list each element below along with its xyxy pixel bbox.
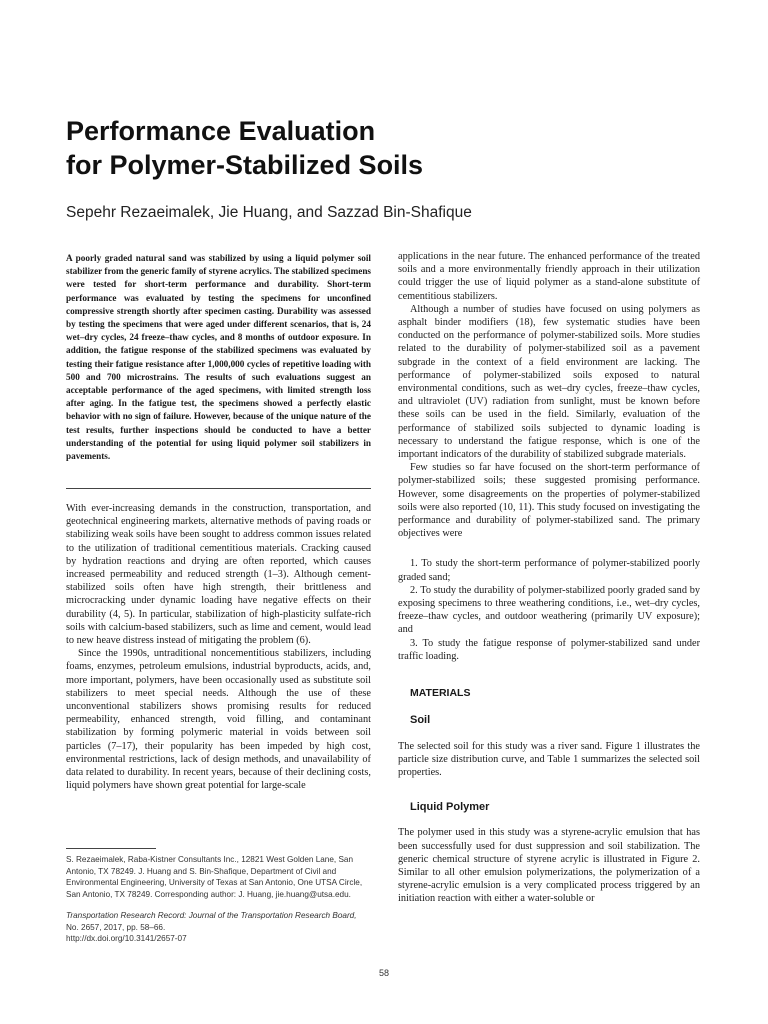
section-heading-materials: MATERIALS	[410, 687, 471, 700]
journal-issue: No. 2657, 2017, pp. 58–66.	[66, 922, 166, 932]
footnote-divider	[66, 848, 156, 849]
journal-name: Transportation Research Record: Journal of the Transportation Research Board,	[66, 911, 357, 920]
objectives-list	[398, 557, 700, 663]
right-paragraph-2: Although a number of studies have focused on using polymers as asphalt binder modifiers (18), few systematic studies have been conducted on the performance of polymer-stabilized soils. More studies related to the durability of polymer-stabilized soil as a pavement subgrade in the context of a field environment are lacking. The performance of polymer-stabilized soils exposed to natural environmental conditions, such as wet–dry cycles, freeze–thaw cycles, and ultraviolet (UV) radiation from sunlight, must be known before these soils can be used in the field. Similarly, evaluation of the performance of stabilized soils subjected to dynamic loading is necessary to understand the fatigue response, which is one of the important indicators of the durability of stabilized subgrade materials.	[398, 303, 700, 461]
journal-citation	[66, 910, 371, 945]
subsection-heading-liquid-polymer: Liquid Polymer	[410, 801, 490, 814]
intro-paragraph-2: Since the 1990s, untraditional noncementitious stabilizers, including foams, enzymes, petroleum emulsions, industrial byproducts, acids, and, more important, polymers, have been occasionally used as substitute soil stabilizers to meet special needs. Although the use of these unconventional stabilizers shows promising results for reduced permeability, enhanced strength, void filling, and contaminant stabilization by forming polymeric material in voids between soil particles (7–17), their popularity has been impeded by high cost, environmental restrictions, lack of design methods, and unavailability of data related to durability. In recent years, because of their declining costs, liquid polymers have shown great potential for large-scale	[66, 648, 371, 792]
objective-item: 3. To study the fatigue response of polymer-stabilized sand under traffic loading.	[398, 637, 700, 662]
soil-paragraph: The selected soil for this study was a river sand. Figure 1 illustrates the particle size distribution curve, and Table 1 summarizes the selected soil properties.	[398, 740, 700, 778]
abstract	[66, 252, 371, 463]
objective-item: 1. To study the short-term performance of polymer-stabilized poorly graded sand;	[398, 558, 700, 583]
author-list: Sepehr Rezaeimalek, Jie Huang, and Sazzad Bin-Shafique	[66, 204, 472, 221]
article-title	[66, 114, 706, 182]
journal-doi[interactable]: http://dx.doi.org/10.3141/2657-07	[66, 934, 187, 944]
right-paragraph-1: applications in the near future. The enhanced performance of the treated soils and a more environmentally friendly approach in their utilization could trigger the use of liquid polymer as a stand-alone substitute of cementitious stabilizers.	[398, 251, 700, 302]
page-number: 58	[378, 968, 389, 978]
subsection-heading-soil: Soil	[410, 714, 431, 727]
intro-paragraph-1: With ever-increasing demands in the construction, transportation, and geotechnical engineering markets, alternative methods of paving roads or stabilizing weak soils have been sought to address common issues related to the utilization of traditional cementitious materials. Cracking caused by hydration reactions and drying are often reported, which causes increased permeability and reduced strength (1–3). Although cement-stabilized soils often have high strength, their brittleness and microcracking under dynamic loading have negative effects on their durability (4, 5). In particular, stabilization of high-plasticity sulfate-rich soils with calcium-based stabilizers, such as lime and cement, would lead to new heave distress instead of mitigating the problem (6).	[66, 503, 371, 647]
title-line-2: for Polymer-Stabilized Soils	[66, 150, 424, 180]
title-line-1: Performance Evaluation	[66, 116, 376, 146]
author-affiliation: S. Rezaeimalek, Raba-Kistner Consultants Inc., 12821 West Golden Lane, San Antonio, TX 78249. J. Huang and S. Bin-Shafique, Department of Civil and Environmental Engineering, University of Texas at San Antonio, One UTSA Circle, San Antonio, TX 78249. Corresponding author: J. Huang, jie.huang@utsa.edu.	[66, 855, 363, 899]
abstract-text: A poorly graded natural sand was stabilized by using a liquid polymer soil stabilizer from the generic family of styrene acrylics. The stabilized specimens were tested for short-term performance and durability. Short-term performance was evaluated by testing the specimens for unconfined compressive strength shortly after specimen casting. Durability was assessed by testing the specimens that were aged under different scenarios, that is, 24 wet–dry cycles, 24 freeze–thaw cycles, and 8 months of outdoor exposure. In addition, the fatigue response of the stabilized specimens was evaluated by testing their fatigue resistance after 1,000,000 cycles of repetitive loading with 500 and 700 microstrains. The results of such evaluations suggest an acceptable performance of the aged specimens, with limited strength loss after aging. In the fatigue test, the specimens showed a perfectly elastic behavior with no sign of failure. However, because of the unique nature of the test results, further inspections should be conducted to have a better understanding of the potential for using liquid polymer soil stabilizers in pavements.	[66, 253, 371, 462]
introduction	[66, 502, 371, 792]
right-column	[398, 250, 700, 906]
right-paragraph-3: Few studies so far have focused on the short-term performance of polymer-stabilized soils; these suggested promising performance. However, some disagreements on the properties of polymer-stabilized soils were also reported (10, 11). This study focused on investigating the performance and durability of polymer-stabilized sand. The primary objectives were	[398, 462, 700, 540]
polymer-paragraph: The polymer used in this study was a styrene-acrylic emulsion that has been successfully used for dust suppression and soil stabilization. The generic chemical structure of styrene acrylic is illustrated in Figure 2. Similar to all other emulsion polymerizations, the polymerization of a styrene-acrylic emulsion is a very complicated process triggered by an initiation reaction with either a water-soluble or	[398, 827, 700, 905]
abstract-divider	[66, 488, 371, 489]
objective-item: 2. To study the durability of polymer-stabilized poorly graded sand by exposing specimens to three weathering conditions, i.e., wet–dry cycles, freeze–thaw cycles, and outdoor weathering (primarily UV exposure); and	[398, 584, 700, 636]
